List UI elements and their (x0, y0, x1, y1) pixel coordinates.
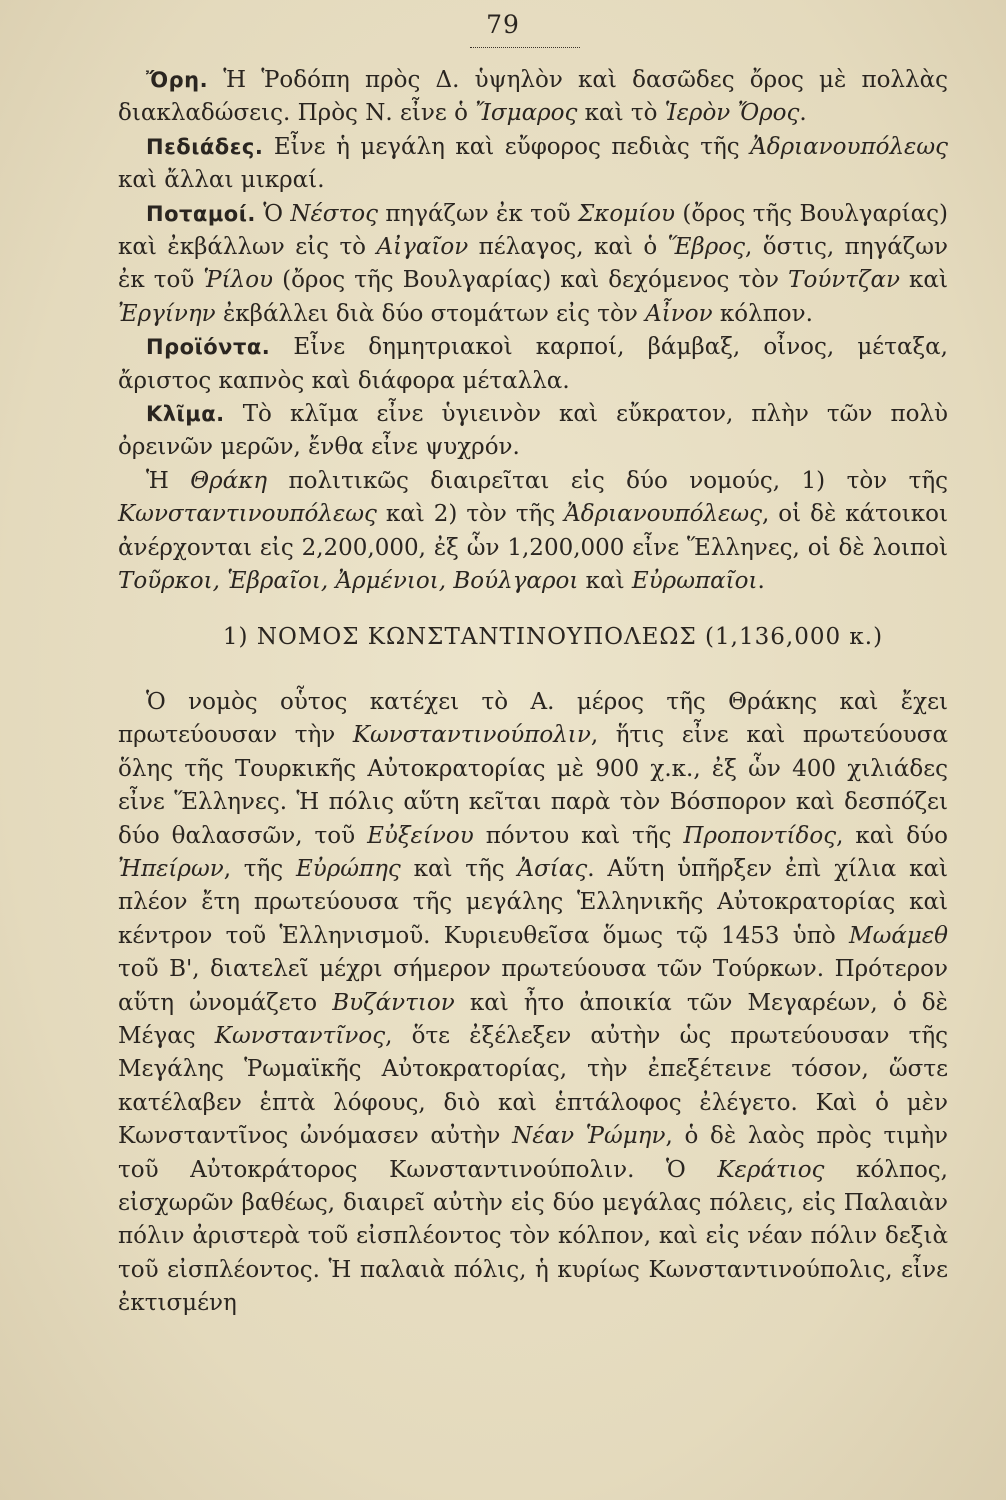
paragraph-ori: Ὄρη. Ἡ Ῥοδόπη πρὸς Δ. ὑψηλὸν καὶ δασῶδες ὄρος μὲ πολλὰς διακλαδώσεις. Πρὸς Ν. εἶνε ὁ Ἴσμαρος καὶ τὸ Ἱερὸν Ὄρος. (118, 67, 948, 127)
paragraph-nomos: Ὁ νομὸς οὗτος κατέχει τὸ Α. μέρος τῆς Θράκης καὶ ἔχει πρωτεύουσαν τὴν Κωνσταντινούπολιν, ἥτις εἶνε καὶ πρωτεύουσα ὅλης τῆς Τουρκικῆς Αὐτοκρατορίας μὲ 900 χ.κ., ἐξ ὧν 400 χιλιάδες εἶνε Ἕλληνες. Ἡ πόλις αὕτη κεῖται παρὰ τὸν Βόσπορον καὶ δεσπόζει δύο θαλασσῶν, τοῦ Εὐξείνου πόντου καὶ τῆς Προποντίδος, καὶ δύο Ἠπείρων, τῆς Εὐρώπης καὶ τῆς Ἀσίας. Αὕτη ὑπῆρξεν ἐπὶ χίλια καὶ πλέον ἔτη πρωτεύουσα τῆς μεγάλης Ἑλληνικῆς Αὐτοκρατορίας καὶ κέντρον τοῦ Ἑλληνισμοῦ. Κυριευθεῖσα ὅμως τῷ 1453 ὑπὸ Μωάμεθ τοῦ Β', διατελεῖ μέχρι σήμερον πρωτεύουσα τῶν Τούρκων. Πρότερον αὕτη ὠνομάζετο Βυζάντιον καὶ ἦτο ἀποικία τῶν Μεγαρέων, ὁ δὲ Μέγας Κωνσταντῖνος, ὅτε ἐξέλεξεν αὐτὴν ὡς πρωτεύουσαν τῆς Μεγάλης Ῥωμαϊκῆς Αὐτοκρατορίας, τὴν ἐπεξέτεινε τόσον, ὥστε κατέλαβεν ἑπτὰ λόφους, διὸ καὶ ἑπτάλοφος ἐλέγετο. Καὶ ὁ μὲν Κωνσταντῖνος ὠνόμασεν αὐτὴν Νέαν Ῥώμην, ὁ δὲ λαὸς πρὸς τιμὴν τοῦ Αὐτοκράτορος Κωνσταντινούπολιν. Ὁ Κεράτιος κόλπος, εἰσχωρῶν βαθέως, διαιρεῖ αὐτὴν εἰς δύο μεγάλας πόλεις, εἰς Παλαιὰν πόλιν ἀριστερὰ τοῦ εἰσπλέοντος τὸν κόλπον, καὶ εἰς νέαν πόλιν δεξιὰ τοῦ εἰσπλέοντος. Ἡ παλαιὰ πόλις, ἡ κυρίως Κωνσταντινούπολις, εἶνε ἐκτισμένη (118, 688, 948, 1317)
paragraph-klima: Κλῖμα. Τὸ κλῖμα εἶνε ὑγιεινὸν καὶ εὔκρατον, πλὴν τῶν πολὺ ὀρεινῶν μερῶν, ἔνθα εἶνε ψυχρόν. (118, 401, 948, 461)
section-title: 1) ΝΟΜΟΣ ΚΩΝΣΤΑΝΤΙΝΟΥΠΟΛΕΩΣ (1,136,000 κ.) (222, 623, 884, 650)
paragraph-thraki: Ἡ Θράκη πολιτικῶς διαιρεῖται εἰς δύο νομούς, 1) τὸν τῆς Κωνσταντινουπόλεως καὶ 2) τὸν τῆς Ἀδριανουπόλεως, οἱ δὲ κάτοικοι ἀνέρχονται εἰς 2,200,000, ἐξ ὧν 1,200,000 εἶνε Ἕλληνες, οἱ δὲ λοιποὶ Τοῦρκοι, Ἑβραῖοι, Ἀρμένιοι, Βούλγαροι καὶ Εὐρωπαῖοι. (118, 467, 948, 595)
paragraph-proionta: Προϊόντα. Εἶνε δημητριακοὶ καρποί, βάμβαξ, οἶνος, μέταξα, ἄριστος καπνὸς καὶ διάφορα μέταλλα. (118, 334, 948, 394)
heading-pediades: Πεδιάδες. (146, 134, 264, 159)
heading-ori: Ὄρη. (146, 68, 209, 92)
heading-proionta: Προϊόντα. (146, 335, 271, 360)
page-number: 79 (486, 10, 520, 39)
heading-potamoi: Ποταμοί. (146, 201, 256, 226)
page-number-rule (470, 47, 580, 48)
page-body (118, 64, 948, 1321)
paragraph-pediades: Πεδιάδες. Εἶνε ἡ μεγάλη καὶ εὔφορος πεδιὰς τῆς Ἀδριανουπόλεως καὶ ἄλλαι μικραί. (118, 133, 948, 194)
heading-klima: Κλῖμα. (146, 402, 225, 427)
paragraph-potamoi: Ποταμοί. Ὁ Νέστος πηγάζων ἐκ τοῦ Σκομίου (ὄρος τῆς Βουλγαρίας) καὶ ἐκβάλλων εἰς τὸ Αἰγαῖον πέλαγος, καὶ ὁ Ἕβρος, ὅστις, πηγάζων ἐκ τοῦ Ῥίλου (ὄρος τῆς Βουλγαρίας) καὶ δεχόμενος τὸν Τούντζαν καὶ Ἐργίνην ἐκβάλλει διὰ δύο στομάτων εἰς τὸν Αἶνον κόλπον. (118, 200, 949, 327)
